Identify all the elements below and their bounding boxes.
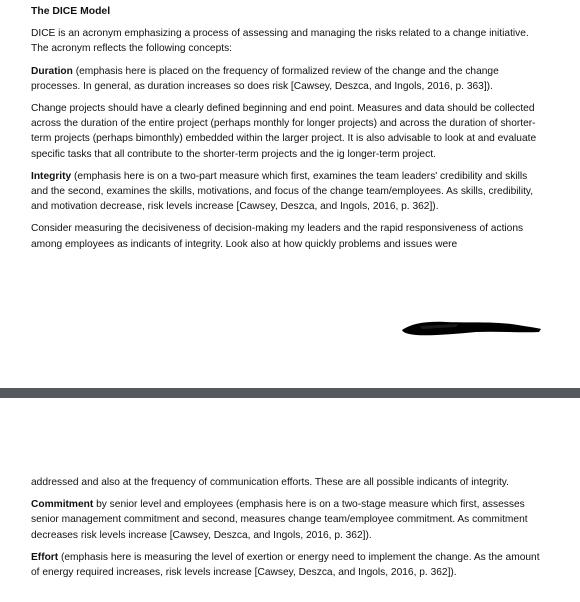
page-1-content [31, 4, 543, 259]
redaction-mark [398, 317, 543, 339]
duration-text: (emphasis here is placed on the frequency of formalized review of the change and the change processes. In general, as duration increases so does risk [Cawsey, Deszca, and Ingols, 2016, p. 363]). [31, 65, 499, 92]
page-separator [0, 388, 580, 398]
integrity-text: (emphasis here is on a two-part measure which first, examines the team leaders' credibility and skills and the second, examines the skills, motivations, and focus of the change team/employees. As skills, credibility, and motivation decrease, risk levels increase [Cawsey, Deszca, and Ingols, 2016, p. 362]). [31, 170, 534, 213]
integrity-paragraph [31, 169, 543, 215]
duration-paragraph [31, 64, 543, 94]
duration-detail-paragraph: Change projects should have a clearly defined beginning and end point. Measures and data should be collected across the duration of the entire project (perhaps monthly for longer projects) and across the duration of shorter-term projects (perhaps bimonthly) embedded within the larger project. It is also advisable to look at and evaluate specific tasks that all contribute to the shorter-term projects and the ig longer-term project. [31, 103, 537, 160]
continuation-paragraph: addressed and also at the frequency of communication efforts. These are all possible indicants of integrity. [31, 477, 509, 488]
commitment-term: Commitment [31, 499, 94, 511]
intro-paragraph: DICE is an acronym emphasizing a process of assessing and managing the risks related to a change initiative. The acronym reflects the following concepts: [31, 28, 529, 55]
commitment-paragraph [31, 497, 543, 543]
effort-paragraph [31, 550, 543, 580]
integrity-term: Integrity [31, 170, 72, 182]
document-title: The DICE Model [31, 6, 111, 17]
integrity-detail-paragraph: Consider measuring the decisiveness of decision-making my leaders and the rapid responsiveness of actions among employees as indicants of integrity. Look also at how quickly problems and issues were [31, 223, 524, 250]
duration-term: Duration [31, 65, 73, 77]
document-page-2 [0, 398, 580, 602]
effort-text: (emphasis here is measuring the level of exertion or energy need to implement the change. As the amount of energy required increases, risk levels increase [Cawsey, Deszca, and Ingols, 2016, p. 362]). [31, 551, 540, 579]
page-2-content [31, 475, 543, 587]
commitment-text: by senior level and employees (emphasis here is on a two-stage measure which first, assesses senior management commitment and second, measures change team/employee commitment. As commitment decreases risk levels increase [Cawsey, Deszca, and Ingols, 2016, p. 362]). [31, 499, 528, 541]
effort-term: Effort [31, 551, 59, 563]
